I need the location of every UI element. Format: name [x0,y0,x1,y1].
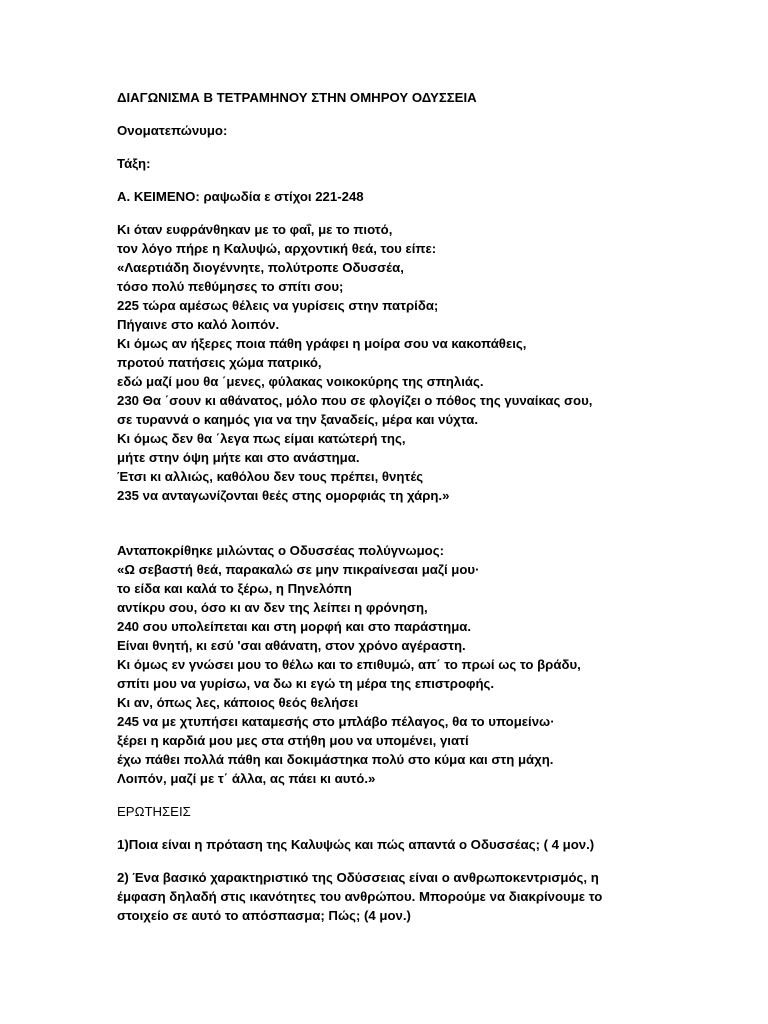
text-block-odysseus [117,541,717,788]
question-line: 2) Ένα βασικό χαρακτηριστικό της Οδύσσειας είναι ο ανθρωποκεντρισμός, η [117,870,599,885]
text-line: 245 να με χτυπήσει καταμεσής στο μπλάβο πέλαγος, θα το υπομείνω· [117,714,555,729]
text-line: Είναι θνητή, κι εσύ 'σαι αθάνατη, στον χρόνο αγέραστη. [117,638,466,653]
text-line: τόσο πολύ πεθύμησες το σπίτι σου; [117,279,344,294]
text-line: Κι όταν ευφράνθηκαν με το φαΐ, με το πιοτό, [117,222,393,237]
text-line: 235 να ανταγωνίζονται θεές στης ομορφιάς τη χάρη.» [117,488,450,503]
document-content [117,88,717,939]
text-line: 230 Θα ΄σουν κι αθάνατος, μόλο που σε φλογίζει ο πόθος της γυναίκας σου, [117,393,593,408]
text-line: αντίκρυ σου, όσο κι αν δεν της λείπει η φρόνηση, [117,600,428,615]
text-line: «Ω σεβαστή θεά, παρακαλώ σε μην πικραίνεσαι μαζί μου· [117,562,480,577]
text-line: ξέρει η καρδιά μου μες στα στήθη μου να υπομένει, γιατί [117,733,469,748]
text-line: Ανταποκρίθηκε μιλώντας ο Οδυσσέας πολύγνωμος: [117,543,444,558]
text-line: το είδα και καλά το ξέρω, η Πηνελόπη [117,581,352,596]
section-a-heading: Α. ΚΕΙΜΕΝΟ: ραψωδία ε στίχοι 221-248 [117,189,364,204]
text-line: μήτε στην όψη μήτε και στο ανάστημα. [117,450,360,465]
text-line: «Λαερτιάδη διογέννητε, πολύτροπε Οδυσσέα, [117,260,404,275]
questions-heading: ΕΡΩΤΗΣΕΙΣ [117,804,191,819]
text-line: 225 τώρα αμέσως θέλεις να γυρίσεις στην πατρίδα; [117,298,439,313]
question-1: 1)Ποια είναι η πρόταση της Καλυψώς και πώς απαντά ο Οδυσσέας; ( 4 μον.) [117,837,595,852]
text-line: Κι όμως εν γνώσει μου το θέλω και το επιθυμώ, απ΄ το πρωί ως το βράδυ, [117,657,581,672]
text-line: σε τυραννά ο καημός για να την ξαναδείς, μέρα και νύχτα. [117,412,479,427]
text-line: τον λόγο πήρε η Καλυψώ, αρχοντική θεά, του είπε: [117,241,437,256]
text-line: Λοιπόν, μαζί με τ΄ άλλα, ας πάει κι αυτό.» [117,771,376,786]
text-line: 240 σου υπολείπεται και στη μορφή και στο παράστημα. [117,619,472,634]
text-line: εδώ μαζί μου θα ΄μενες, φύλακας νοικοκύρης της σπηλιάς. [117,374,484,389]
text-line: προτού πατήσεις χώμα πατρικό, [117,355,322,370]
text-line: Κι αν, όπως λες, κάποιος θεός θελήσει [117,695,359,710]
text-line: Κι όμως αν ήξερες ποια πάθη γράφει η μοίρα σου να κακοπάθεις, [117,336,527,351]
text-line: Κι όμως δεν θα ΄λεγα πως είμαι κατώτερή της, [117,431,406,446]
text-line: έχω πάθει πολλά πάθη και δοκιμάστηκα πολύ στο κύμα και στη μάχη. [117,752,554,767]
class-field-label: Τάξη: [117,156,151,171]
question-line: έμφαση δηλαδή στις ικανότητες του ανθρώπου. Μπορούμε να διακρίνουμε το [117,889,603,904]
text-line: σπίτι μου να γυρίσω, να δω κι εγώ τη μέρα της επιστροφής. [117,676,495,691]
question-line: στοιχείο σε αυτό το απόσπασμα; Πώς; (4 μον.) [117,908,411,923]
text-line: Έτσι κι αλλιώς, καθόλου δεν τους πρέπει, θνητές [117,469,424,484]
document-title: ΔΙΑΓΩΝΙΣΜΑ Β ΤΕΤΡΑΜΗΝΟΥ ΣΤΗΝ ΟΜΗΡΟΥ ΟΔΥΣΣΕΙΑ [117,90,477,105]
question-2 [117,868,717,925]
text-block-calypso [117,220,717,505]
text-line: Πήγαινε στο καλό λοιπόν. [117,317,280,332]
name-field-label: Ονοματεπώνυμο: [117,123,228,138]
